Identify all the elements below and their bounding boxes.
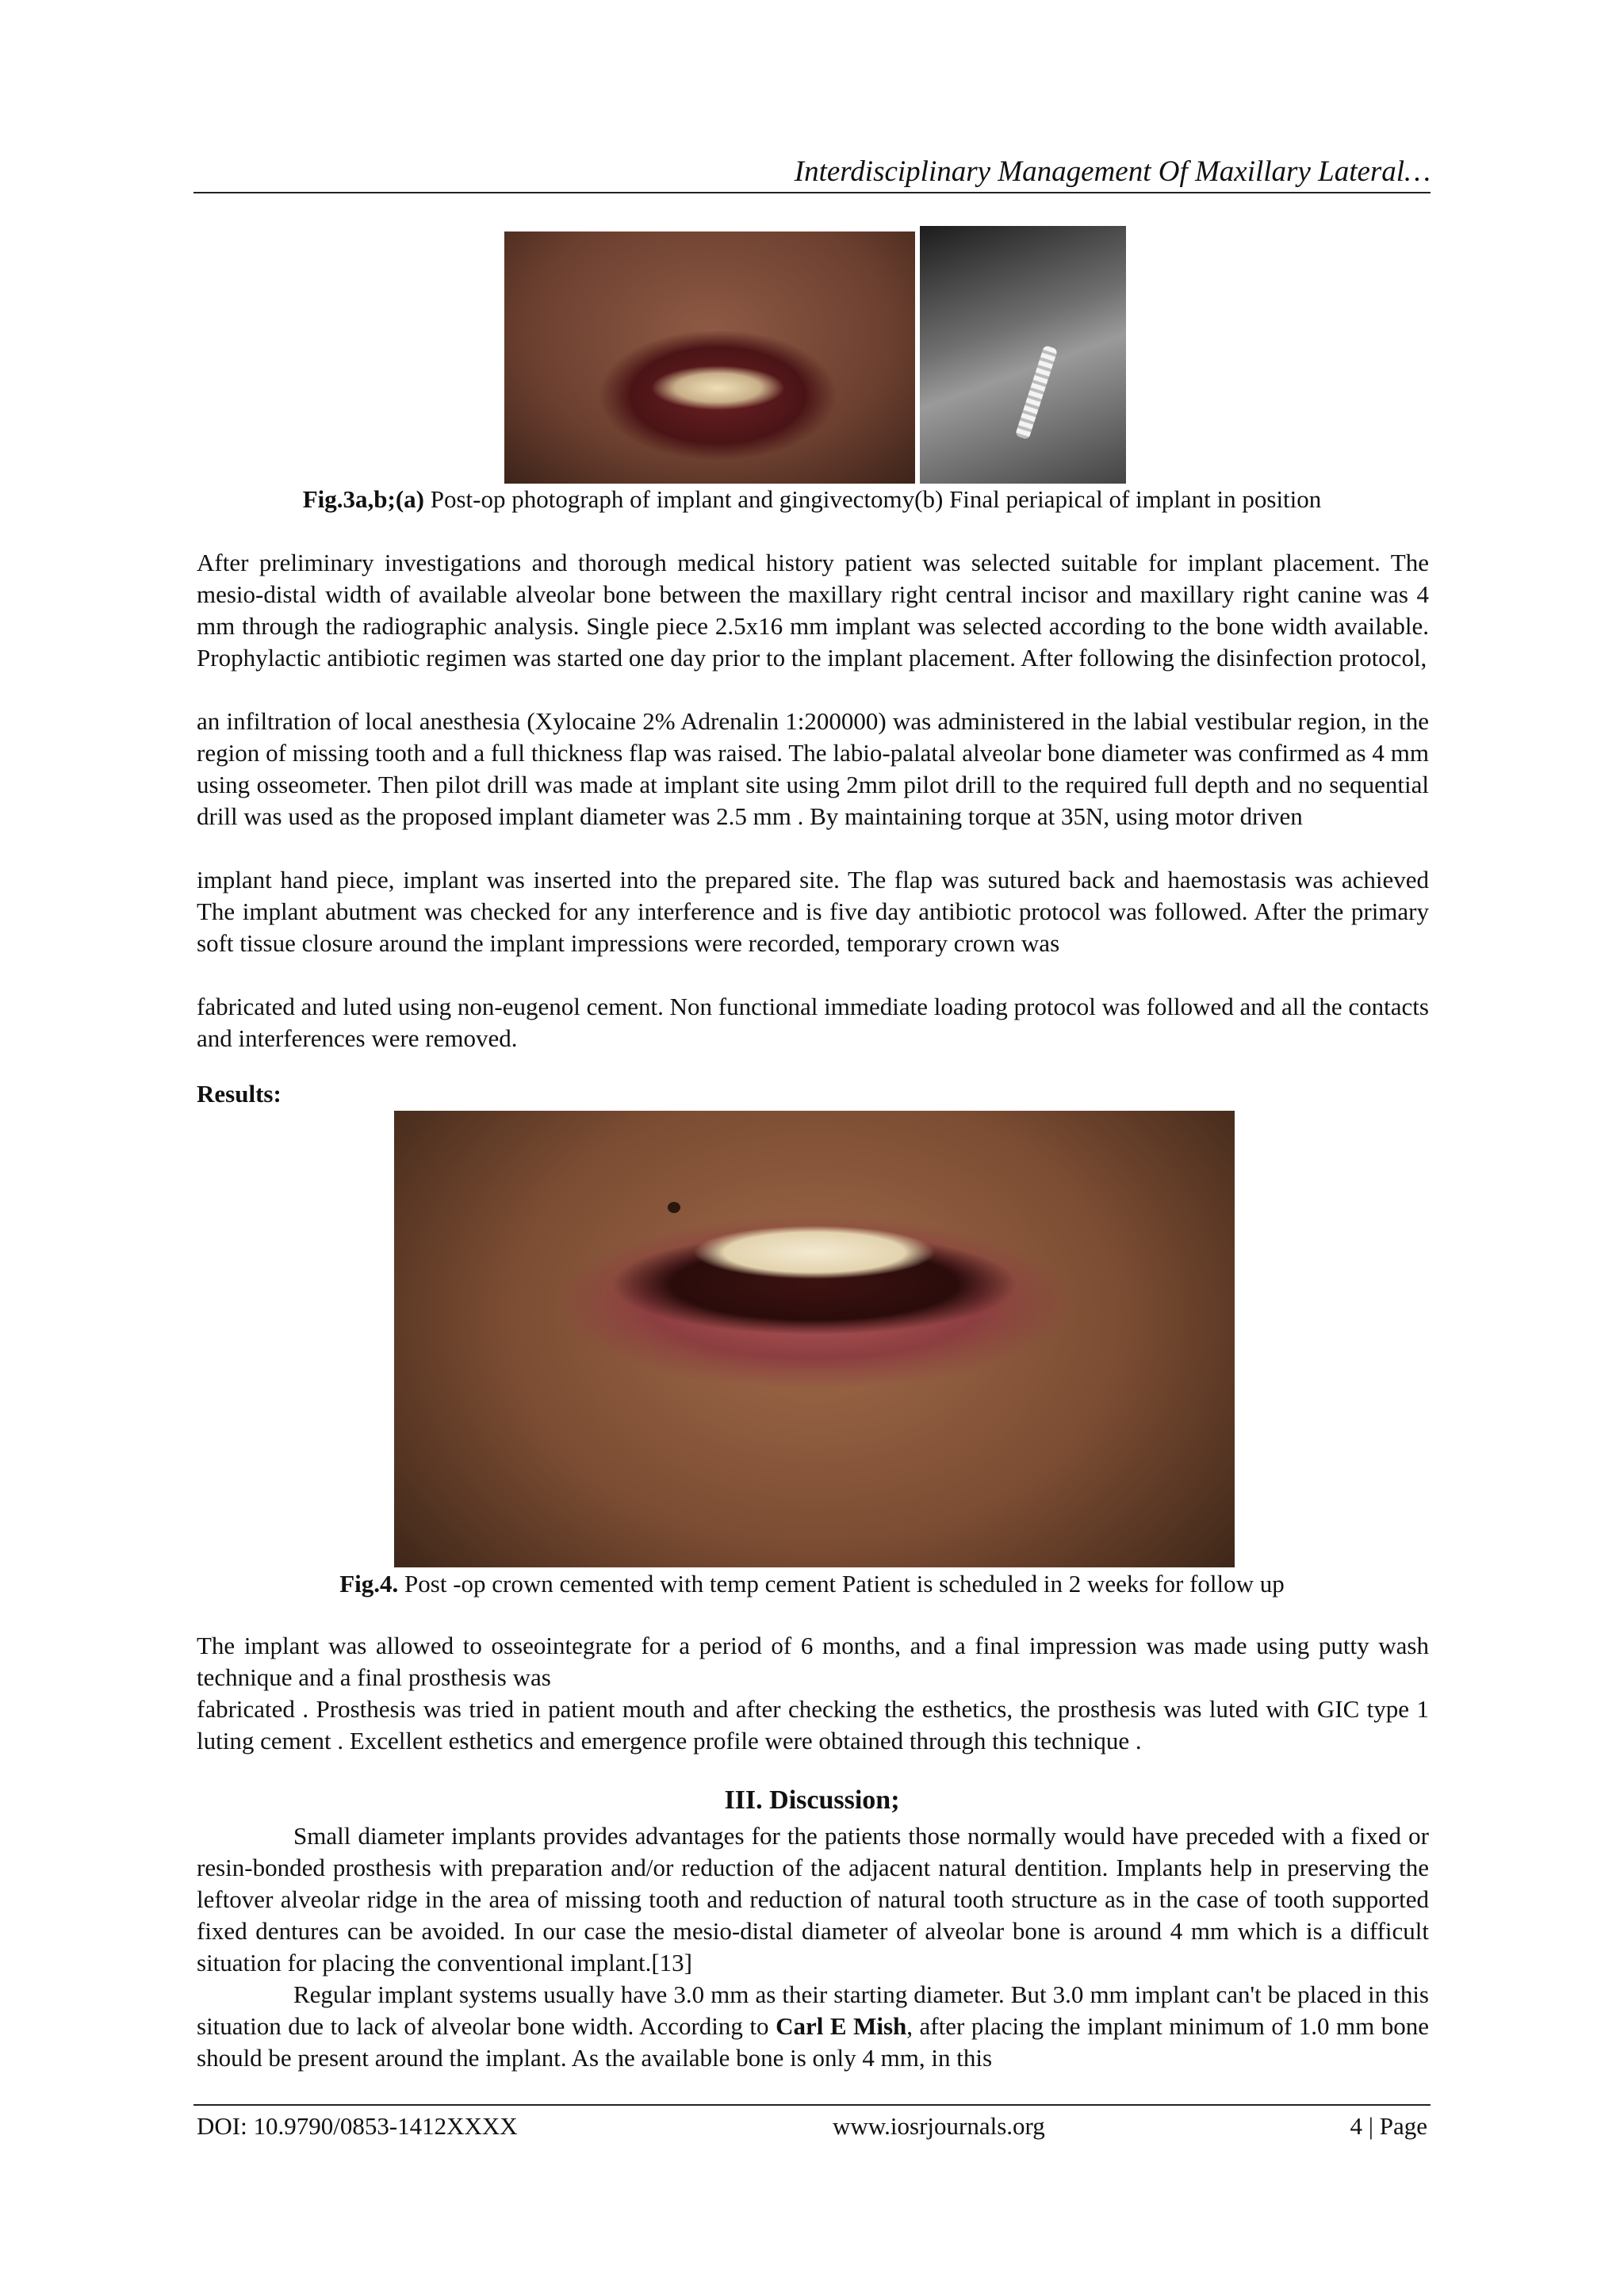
figure-3-caption (193, 485, 1431, 514)
body-paragraph-6: fabricated . Prosthesis was tried in patient mouth and after checking the esthetics, the prosthesis was luted with GIC type 1 luting cement . Excellent esthetics and emergence profile were obtained through this technique . (197, 1695, 1429, 1755)
body-paragraph-2: an infiltration of local anesthesia (Xylocaine 2% Adrenalin 1:200000) was administered in the labial vestibular region, in the region of missing tooth and a full thickness flap was raised. The labio-palatal alveolar bone diameter was confirmed as 4 mm using osseometer. Then pilot drill was made at implant site using 2mm pilot drill to the required full depth and no sequential drill was used as the proposed implant diameter was 2.5 mm . By maintaining torque at 35N, using motor driven (197, 707, 1429, 830)
results-heading: Results: (197, 1080, 282, 1108)
discussion-paragraph-2-part-b: , after placing the implant minimum of 1.0 mm bone should be present around the implant. As the available bone is only 4 mm, in this (197, 2012, 1429, 2072)
figure-4-caption-text: Post -op crown cemented with temp cement Patient is scheduled in 2 weeks for follow up (398, 1570, 1285, 1598)
footer-doi: DOI: 10.9790/0853-1412XXXX (197, 2112, 518, 2140)
skin-mole-mark (668, 1202, 680, 1213)
discussion-paragraph-2-part-a: Regular implant systems usually have 3.0 mm as their starting diameter. But 3.0 mm implant can't be placed in this situation due to lack of alveolar bone width. According to (197, 1980, 1429, 2040)
implant-screw-shape (1015, 345, 1058, 440)
figure-3b-radiograph (920, 226, 1126, 484)
body-paragraph-4: fabricated and luted using non-eugenol cement. Non functional immediate loading protocol was followed and all the contacts and interferences were removed. (197, 993, 1429, 1052)
cited-author: Carl E Mish (776, 2012, 907, 2040)
footer-rule (193, 2104, 1431, 2106)
footer-website: www.iosrjournals.org (833, 2112, 1045, 2140)
body-paragraph-5: The implant was allowed to osseointegrate for a period of 6 months, and a final impression was made using putty wash technique and a final prosthesis was (197, 1632, 1429, 1691)
figure-3-label: Fig.3a,b;(a) (302, 485, 424, 513)
body-paragraph-1: After preliminary investigations and thorough medical history patient was selected suitable for implant placement. The mesio-distal width of available alveolar bone between the maxillary right central incisor and maxillary right canine was 4 mm through the radiographic analysis. Single piece 2.5x16 mm implant was selected according to the bone width available. Prophylactic antibiotic regimen was started one day prior to the implant placement. After following the disinfection protocol, (197, 549, 1429, 672)
figure-4-label: Fig.4. (339, 1570, 399, 1598)
figure-3-caption-text: Post-op photograph of implant and gingivectomy(b) Final periapical of implant in position (423, 485, 1322, 513)
figure-4-photo (394, 1111, 1235, 1567)
running-header: Interdisciplinary Management Of Maxillary Lateral… (794, 155, 1431, 188)
discussion-heading: III. Discussion; (724, 1785, 900, 1815)
discussion-paragraph-2 (197, 1979, 1429, 2074)
discussion-paragraph-1: Small diameter implants provides advantages for the patients those normally would have preceded with a fixed or resin-bonded prosthesis with preparation and/or reduction of the adjacent natural dentition. Implants help in preserving the leftover alveolar ridge in the area of missing tooth and reduction of natural tooth structure as in the case of tooth supported fixed dentures can be avoided. In our case the mesio-distal diameter of alveolar bone is around 4 mm which is a difficult situation for placing the conventional implant.[13] (197, 1822, 1429, 1976)
body-paragraph-3: implant hand piece, implant was inserted into the prepared site. The flap was sutured back and haemostasis was achieved The implant abutment was checked for any interference and is five day antibiotic protocol was followed. After the primary soft tissue closure around the implant impressions were recorded, temporary crown was (197, 866, 1429, 957)
figure-3a-photo (504, 232, 915, 484)
figure-4-caption (193, 1570, 1431, 1598)
header-rule (193, 192, 1431, 193)
footer-page-number: 4 | Page (1350, 2112, 1427, 2140)
